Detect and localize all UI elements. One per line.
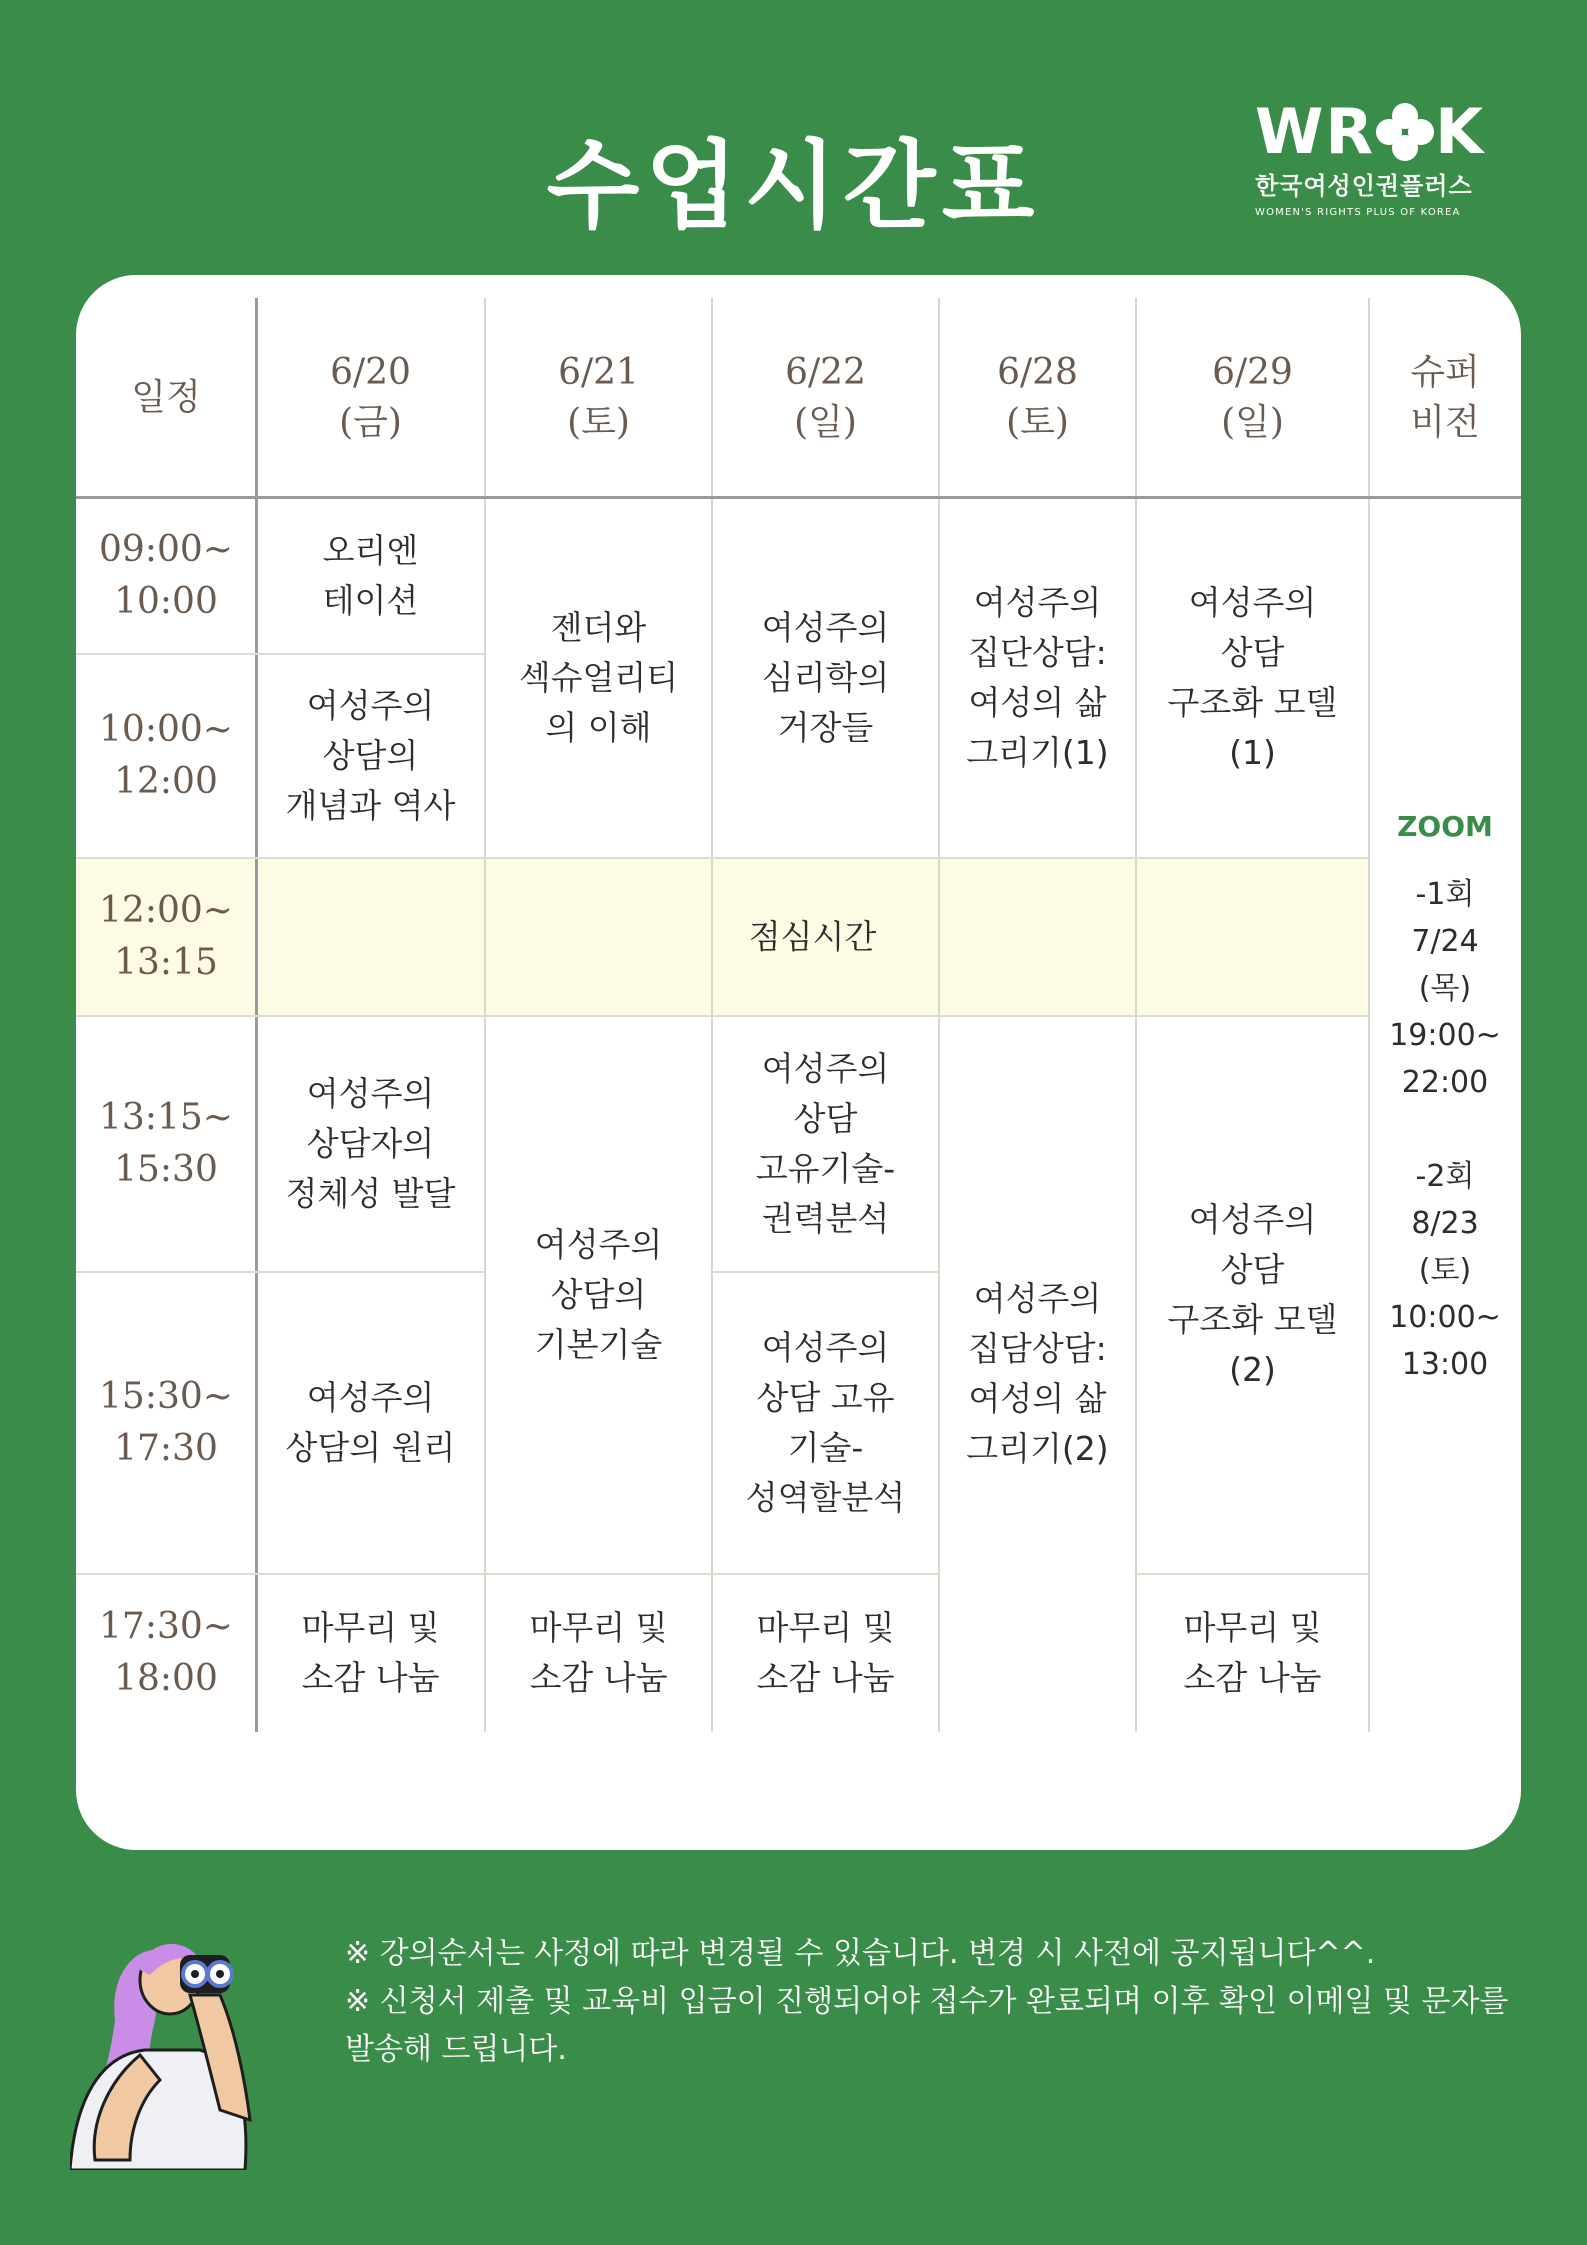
lunch-break: 점심시간 xyxy=(256,858,1369,1016)
time-slot: 17:30~ 18:00 xyxy=(99,1606,233,1699)
time-slot: 13:15~ 15:30 xyxy=(99,1097,233,1190)
session-cell: 오리엔 테이션 xyxy=(322,531,419,620)
date-header: 6/29 (일) xyxy=(1212,352,1293,443)
supervision-schedule: -1회 7/24 (목) 19:00~ 22:00 -2회 8/23 (토) 10:00~ 13:00 xyxy=(1389,877,1501,1382)
time-slot: 12:00~ 13:15 xyxy=(76,858,256,1016)
session-cell: 여성주의 상담자의 정체성 발달 xyxy=(285,1074,456,1213)
session-cell: 여성주의 집담상담: 여성의 삶 그리기(2) xyxy=(966,1279,1109,1468)
session-cell: 여성주의 집단상담: 여성의 삶 그리기(1) xyxy=(966,583,1109,772)
session-cell: 여성주의 상담의 기본기술 xyxy=(534,1225,663,1364)
binoculars-woman-illustration xyxy=(70,1920,330,2170)
closing-session: 마무리 및 소감 나눔 xyxy=(529,1608,668,1697)
notice-section xyxy=(345,1930,1545,2074)
logo-wordmark: WR K xyxy=(1255,95,1486,168)
supervision-info xyxy=(1370,810,1520,1388)
session-cell: 여성주의 상담 구조화 모델 (1) xyxy=(1167,583,1338,772)
session-cell: 젠더와 섹슈얼리티 의 이해 xyxy=(518,608,679,747)
grid-line xyxy=(76,496,1521,499)
session-cell: 여성주의 상담의 원리 xyxy=(285,1378,456,1467)
grid-line xyxy=(76,1015,1369,1017)
session-cell: 여성주의 상담 고유 기술- 성역할분석 xyxy=(745,1328,906,1517)
date-header: 6/22 (일) xyxy=(785,352,866,443)
page-title: 수업시간표 xyxy=(546,130,1041,242)
grid-line xyxy=(76,1573,939,1575)
closing-session: 마무리 및 소감 나눔 xyxy=(756,1608,895,1697)
grid-line xyxy=(76,857,1369,859)
time-slot: 09:00~ 10:00 xyxy=(99,529,233,622)
closing-session: 마무리 및 소감 나눔 xyxy=(1183,1608,1322,1697)
logo-english-name: WOMEN'S RIGHTS PLUS OF KOREA xyxy=(1255,207,1461,218)
grid-line xyxy=(76,1271,484,1273)
clover-icon xyxy=(1376,103,1434,161)
logo-korean-name: 한국여성인권플러스 xyxy=(1255,172,1473,200)
supervision-header: 슈퍼 비전 xyxy=(1410,352,1480,443)
grid-line xyxy=(1135,1573,1369,1575)
time-slot: 10:00~ 12:00 xyxy=(99,709,233,802)
organization-logo xyxy=(1255,95,1505,218)
closing-session: 마무리 및 소감 나눔 xyxy=(301,1608,440,1697)
session-cell: 여성주의 상담 구조화 모델 (2) xyxy=(1167,1200,1338,1389)
date-header: 6/28 (토) xyxy=(997,352,1078,443)
grid-line xyxy=(76,653,484,655)
zoom-label: ZOOM xyxy=(1397,810,1493,843)
schedule-header: 일정 xyxy=(131,377,201,418)
time-slot: 15:30~ 17:30 xyxy=(99,1376,233,1469)
notice-line: ※ 신청서 제출 및 교육비 입금이 진행되어야 접수가 완료되며 이후 확인 이메일 및 문자를 발송해 드립니다. xyxy=(345,1984,1509,2067)
date-header: 6/20 (금) xyxy=(330,352,411,443)
grid-line xyxy=(711,1271,939,1273)
date-header: 6/21 (토) xyxy=(558,352,639,443)
session-cell: 여성주의 심리학의 거장들 xyxy=(761,608,890,747)
session-cell: 여성주의 상담의 개념과 역사 xyxy=(285,686,456,825)
session-cell: 여성주의 상담 고유기술- 권력분석 xyxy=(755,1049,896,1238)
notice-line: ※ 강의순서는 사정에 따라 변경될 수 있습니다. 변경 시 사전에 공지됩니다^^. xyxy=(345,1936,1376,1971)
